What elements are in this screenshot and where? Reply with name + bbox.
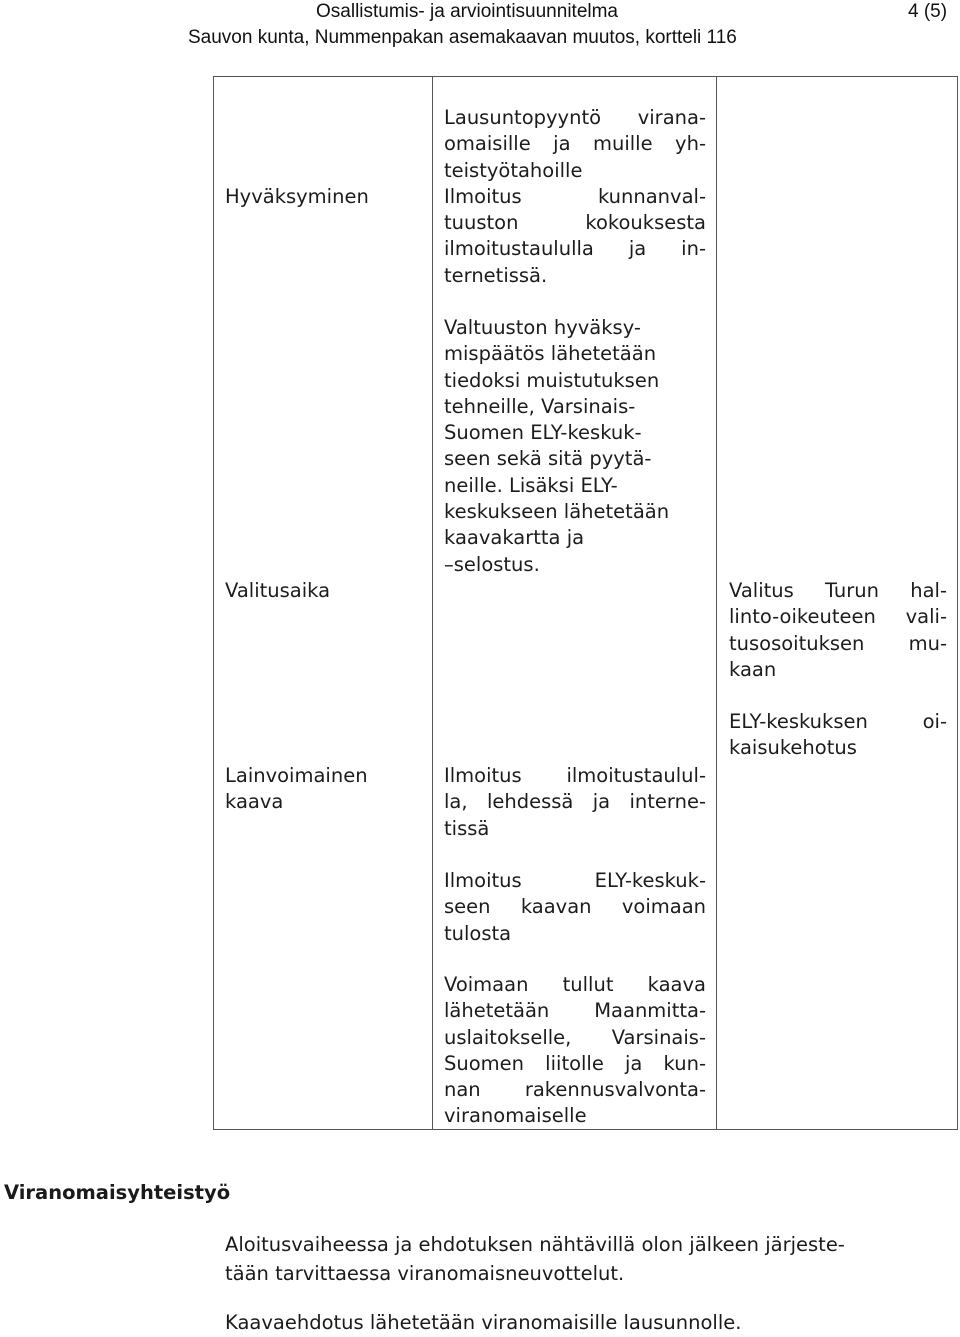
section-paragraph: Kaavaehdotus lähetetään viranomaisille lausunnolle. [225, 1311, 742, 1334]
section-heading: Viranomaisyhteistyö [4, 1181, 231, 1204]
action-text: Voimaan tullut kaava lähetetään Maanmitta- uslaitokselle, Varsinais- Suomen liitolle ja kun- nan rakennusvalvonta- viranomaiselle [444, 973, 706, 1128]
table-divider [716, 76, 717, 1130]
action-text: Ilmoitus ilmoitustaulul- la, lehdessä ja interne- tissä [444, 764, 706, 840]
note-text: ELY-keskuksen oi- kaisukehotus [729, 710, 947, 760]
note-text: Valitus Turun hal- linto-oikeuteen vali- tusosoituksen mu- kaan [729, 579, 947, 681]
phase-name: Lainvoimainen kaava [225, 764, 368, 814]
document-title: Osallistumis- ja arviointisuunnitelma [316, 1, 618, 22]
table-divider [432, 76, 433, 1130]
action-text: Ilmoitus ELY-keskuk- seen kaavan voimaan tulosta [444, 869, 706, 945]
action-text: Valtuuston hyväksy- mispäätös lähetetään tiedoksi muistutuksen tehneille, Varsinais- Suomen ELY-keskuk- seen sekä sitä pyytä- neille. Lisäksi ELY- keskukseen lähetetään kaavakartta ja –selostus. [444, 316, 670, 576]
page-header [0, 0, 960, 60]
section-paragraph: Aloitusvaiheessa ja ehdotuksen nähtävillä olon jälkeen järjeste- tään tarvittaessa viranomaisneuvottelut. [225, 1233, 845, 1285]
document-subtitle: Sauvon kunta, Nummenpakan asemakaavan muutos, kortteli 116 [188, 27, 737, 48]
action-text: Lausuntopyyntö virana- omaisille ja muille yh- teistyötahoille Ilmoitus kunnanval- tuuston kokouksesta ilmoitustaululla ja in- ternetissä. [444, 106, 706, 287]
phase-name: Hyväksyminen [225, 185, 369, 208]
page-number: 4 (5) [908, 1, 948, 22]
phase-name: Valitusaika [225, 579, 331, 602]
